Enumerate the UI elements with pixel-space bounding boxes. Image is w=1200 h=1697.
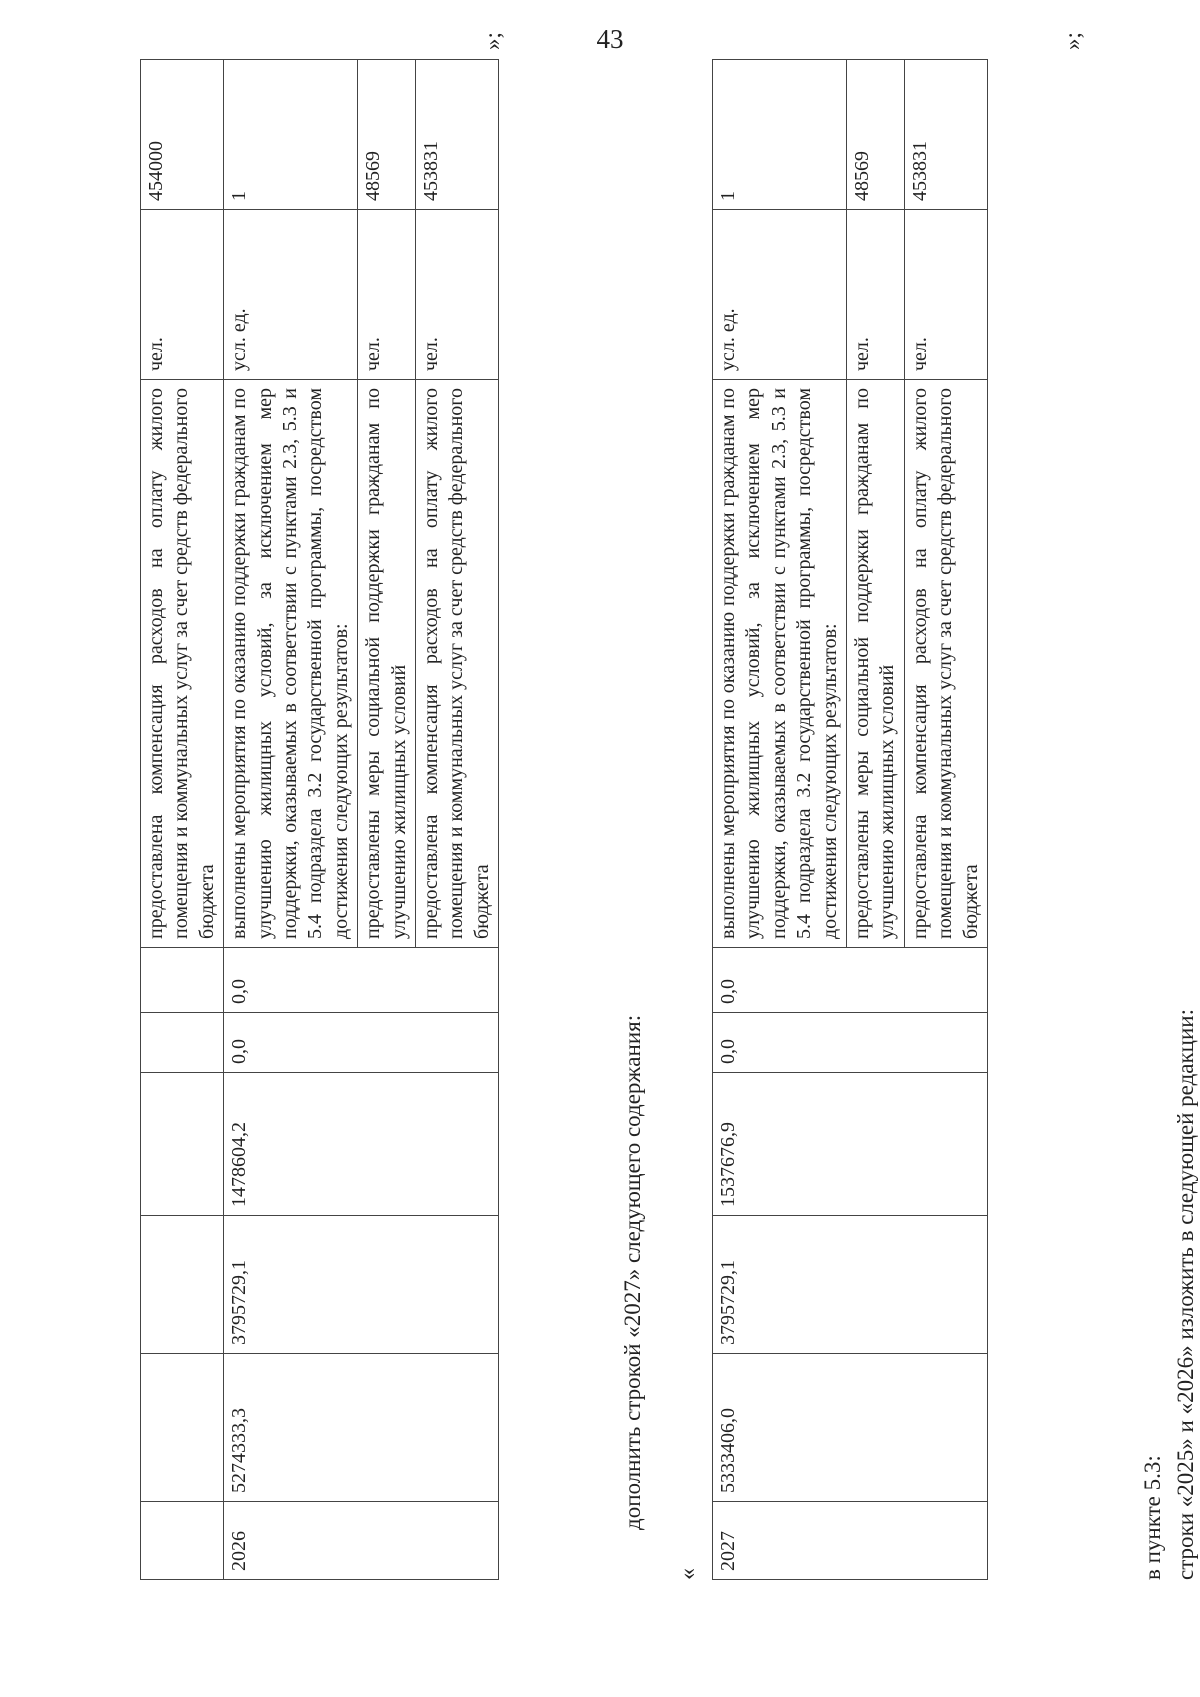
value-cell: 48569 [358,60,416,210]
table-continuation [140,59,499,1580]
item-heading: в пункте 5.3: [1140,1455,1165,1580]
year-cell: 2026 [224,1502,499,1580]
regional-cell [141,1073,224,1216]
result-description: выполнены мероприятия по оказанию поддержки гражданам по улучшению жилищных условий, за исключением мер поддержки, оказываемых в соответствии с пунктами 2.3, 5.3 и 5.4 подраздела 3.2 государственной программы, посредством достижения следующих результатов: [713,380,847,948]
value-cell: 1 [713,60,847,210]
unit-cell: усл. ед. [713,210,847,380]
result-description: предоставлены меры социальной поддержки гражданам по улучшению жилищных условий [846,380,904,948]
total-cell [141,1354,224,1502]
table-new-row [712,59,988,1580]
result-description: предоставлена компенсация расходов на оплату жилого помещения и коммунальных услуг за счет средств федерального бюджета [141,380,224,948]
local-cell: 0,0 [224,1013,499,1073]
federal-cell: 3795729,1 [713,1216,988,1354]
closing-quote: »; [480,32,505,50]
other-cell [141,948,224,1013]
amendment-instruction: строки «2025» и «2026» изложить в следующей редакции: [1173,1009,1198,1580]
result-description: выполнены мероприятия по оказанию поддержки гражданам по улучшению жилищных условий, за исключением мер поддержки, оказываемых в соответствии с пунктами 2.3, 5.3 и 5.4 подраздела 3.2 государственной программы, посредством достижения следующих результатов: [224,380,358,948]
closing-quote: »; [1060,32,1085,50]
federal-cell: 3795729,1 [224,1216,499,1354]
other-cell: 0,0 [224,948,499,1013]
page-number: 43 [596,24,624,54]
local-cell [141,1013,224,1073]
unit-cell: усл. ед. [224,210,358,380]
other-cell: 0,0 [713,948,988,1013]
federal-cell [141,1216,224,1354]
value-cell: 48569 [846,60,904,210]
rotated-content [140,32,1200,1610]
unit-cell: чел. [358,210,416,380]
result-description: предоставлена компенсация расходов на оплату жилого помещения и коммунальных услуг за счет средств федерального бюджета [415,380,498,948]
opening-quote: « [675,1568,701,1580]
regional-cell: 1478604,2 [224,1073,499,1216]
value-cell: 1 [224,60,358,210]
value-cell: 453831 [415,60,498,210]
value-cell: 453831 [904,60,987,210]
unit-cell: чел. [141,210,224,380]
local-cell: 0,0 [713,1013,988,1073]
value-cell: 454000 [141,60,224,210]
year-cell: 2027 [713,1502,988,1580]
table-row [224,60,358,1580]
table-row [713,60,847,1580]
unit-cell: чел. [904,210,987,380]
unit-cell: чел. [415,210,498,380]
table-row [141,60,224,1580]
year-cell [141,1502,224,1580]
amendment-instruction: дополнить строкой «2027» следующего содержания: [620,1014,645,1530]
total-cell: 5274333,3 [224,1354,499,1502]
result-description: предоставлены меры социальной поддержки гражданам по улучшению жилищных условий [358,380,416,948]
result-description: предоставлена компенсация расходов на оплату жилого помещения и коммунальных услуг за счет средств федерального бюджета [904,380,987,948]
unit-cell: чел. [846,210,904,380]
total-cell: 5333406,0 [713,1354,988,1502]
regional-cell: 1537676,9 [713,1073,988,1216]
